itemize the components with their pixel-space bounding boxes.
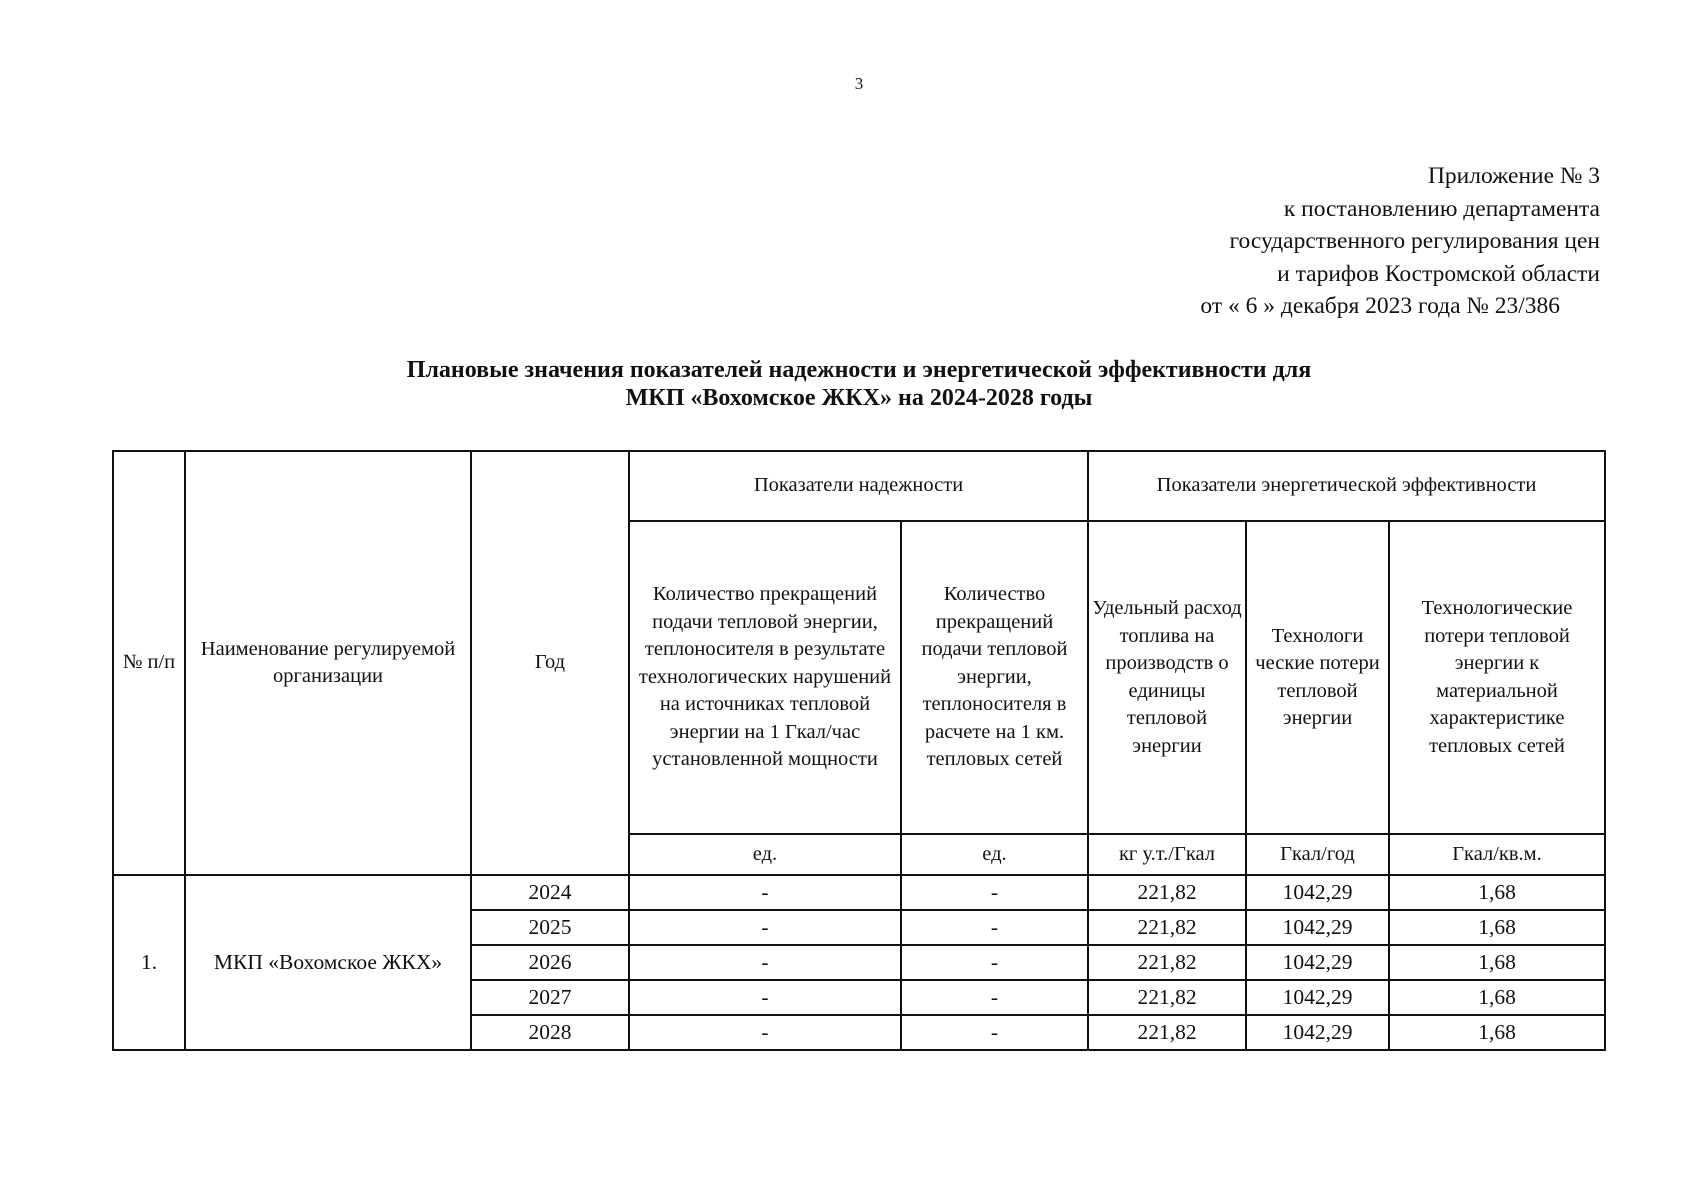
cell-year: 2026: [471, 945, 629, 980]
appendix-line: Приложение № 3: [1427, 163, 1600, 189]
header-year: Год: [471, 451, 629, 875]
cell-rel1: -: [629, 980, 901, 1015]
cell-eff3: 1,68: [1389, 980, 1605, 1015]
cell-eff3: 1,68: [1389, 1015, 1605, 1050]
unit-eff1: кг у.т./Гкал: [1088, 834, 1246, 875]
cell-year: 2027: [471, 980, 629, 1015]
header-rel1: Количество прекращений подачи тепловой энергии, теплоносителя в результате технологических нарушений на источниках тепловой энергии на 1 Гкал/час установленной мощности: [629, 521, 901, 834]
table-row: [113, 875, 1605, 910]
cell-eff1: 221,82: [1088, 910, 1246, 945]
appendix-line: государственного регулирования цен: [1229, 228, 1600, 254]
cell-rel1: -: [629, 1015, 901, 1050]
cell-eff1: 221,82: [1088, 1015, 1246, 1050]
header-eff1: Удельный расход топлива на производств о единицы тепловой энергии: [1088, 521, 1246, 834]
header-eff2: Технологи ческие потери тепловой энергии: [1246, 521, 1389, 834]
cell-eff2: 1042,29: [1246, 945, 1389, 980]
org-num: 1.: [113, 875, 185, 1050]
header-row-groups: [113, 451, 1605, 521]
cell-year: 2025: [471, 910, 629, 945]
header-org-name: Наименование регулируемой организации: [185, 451, 471, 875]
cell-year: 2024: [471, 875, 629, 910]
appendix-block: [1200, 160, 1600, 323]
unit-rel1: ед.: [629, 834, 901, 875]
cell-eff3: 1,68: [1389, 910, 1605, 945]
cell-eff1: 221,82: [1088, 875, 1246, 910]
cell-eff1: 221,82: [1088, 945, 1246, 980]
cell-eff2: 1042,29: [1246, 910, 1389, 945]
cell-rel1: -: [629, 875, 901, 910]
title-line: МКП «Вохомское ЖКХ» на 2024-2028 годы: [625, 385, 1093, 411]
cell-eff3: 1,68: [1389, 945, 1605, 980]
cell-rel2: -: [901, 910, 1088, 945]
appendix-line: от « 6 » декабря 2023 года № 23/386: [1200, 293, 1560, 319]
cell-year: 2028: [471, 1015, 629, 1050]
unit-eff3: Гкал/кв.м.: [1389, 834, 1605, 875]
appendix-line: и тарифов Костромской области: [1277, 260, 1600, 287]
header-efficiency-group: Показатели энергетической эффективности: [1088, 451, 1605, 521]
unit-eff2: Гкал/год: [1246, 834, 1389, 875]
unit-rel2: ед.: [901, 834, 1088, 875]
header-num: № п/п: [113, 451, 185, 875]
document-title: [0, 356, 1696, 412]
cell-eff3: 1,68: [1389, 875, 1605, 910]
cell-eff2: 1042,29: [1246, 1015, 1389, 1050]
header-rel2: Количество прекращений подачи тепловой энергии, теплоносителя в расчете на 1 км. тепловых сетей: [901, 521, 1088, 834]
cell-rel1: -: [629, 945, 901, 980]
page-number: 3: [854, 74, 864, 93]
indicators-table: [112, 450, 1606, 1051]
cell-rel2: -: [901, 875, 1088, 910]
title-line: Плановые значения показателей надежности и энергетической эффективности для: [406, 357, 1312, 383]
cell-rel2: -: [901, 980, 1088, 1015]
header-reliability-group: Показатели надежности: [629, 451, 1088, 521]
cell-eff2: 1042,29: [1246, 875, 1389, 910]
cell-eff1: 221,82: [1088, 980, 1246, 1015]
cell-rel2: -: [901, 945, 1088, 980]
cell-rel2: -: [901, 1015, 1088, 1050]
cell-rel1: -: [629, 910, 901, 945]
header-eff3: Технологические потери тепловой энергии к материальной характеристике тепловых сетей: [1389, 521, 1605, 834]
org-name: МКП «Вохомское ЖКХ»: [185, 875, 471, 1050]
cell-eff2: 1042,29: [1246, 980, 1389, 1015]
appendix-line: к постановлению департамента: [1283, 195, 1600, 222]
